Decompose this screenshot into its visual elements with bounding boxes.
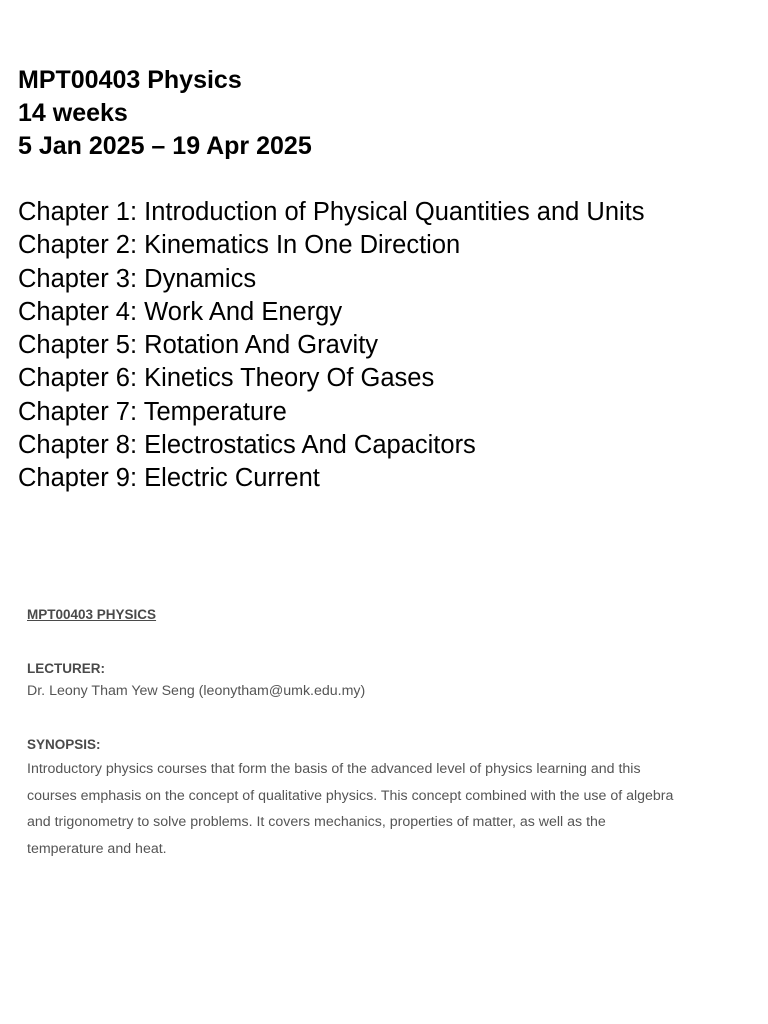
chapter-item: Chapter 8: Electrostatics And Capacitors bbox=[18, 431, 476, 460]
chapter-item: Chapter 1: Introduction of Physical Quantities and Units bbox=[18, 198, 645, 226]
lecturer-block bbox=[27, 658, 752, 702]
chapter-item: Chapter 4: Work And Energy bbox=[18, 297, 343, 326]
chapter-list bbox=[18, 196, 645, 496]
chapter-item: Chapter 5: Rotation And Gravity bbox=[18, 331, 379, 360]
synopsis-text bbox=[27, 756, 752, 862]
synopsis-block bbox=[27, 734, 752, 862]
course-info-section bbox=[27, 604, 752, 862]
course-dates: 5 Jan 2025 – 19 Apr 2025 bbox=[18, 132, 312, 160]
synopsis-line: Introductory physics courses that form the basis of the advanced level of physics learning and this bbox=[27, 761, 641, 777]
course-code-title: MPT00403 Physics bbox=[18, 66, 242, 94]
course-header bbox=[18, 64, 312, 163]
chapter-item: Chapter 9: Electric Current bbox=[18, 464, 320, 493]
chapter-item: Chapter 2: Kinematics In One Direction bbox=[18, 231, 461, 260]
chapter-item: Chapter 7: Temperature bbox=[18, 397, 287, 426]
chapter-item: Chapter 6: Kinetics Theory Of Gases bbox=[18, 364, 435, 393]
lecturer-label: LECTURER: bbox=[27, 661, 105, 676]
synopsis-label: SYNOPSIS: bbox=[27, 737, 101, 752]
synopsis-line: temperature and heat. bbox=[27, 840, 167, 857]
lecturer-name: Dr. Leony Tham Yew Seng (leonytham@umk.edu.my) bbox=[27, 683, 366, 699]
chapter-item: Chapter 3: Dynamics bbox=[18, 264, 257, 293]
course-duration: 14 weeks bbox=[18, 99, 128, 127]
course-info-title: MPT00403 PHYSICS bbox=[27, 607, 157, 622]
synopsis-line: courses emphasis on the concept of qualitative physics. This concept combined with the use of algebra bbox=[27, 787, 674, 804]
synopsis-line: and trigonometry to solve problems. It covers mechanics, properties of matter, as well as the bbox=[27, 814, 606, 830]
